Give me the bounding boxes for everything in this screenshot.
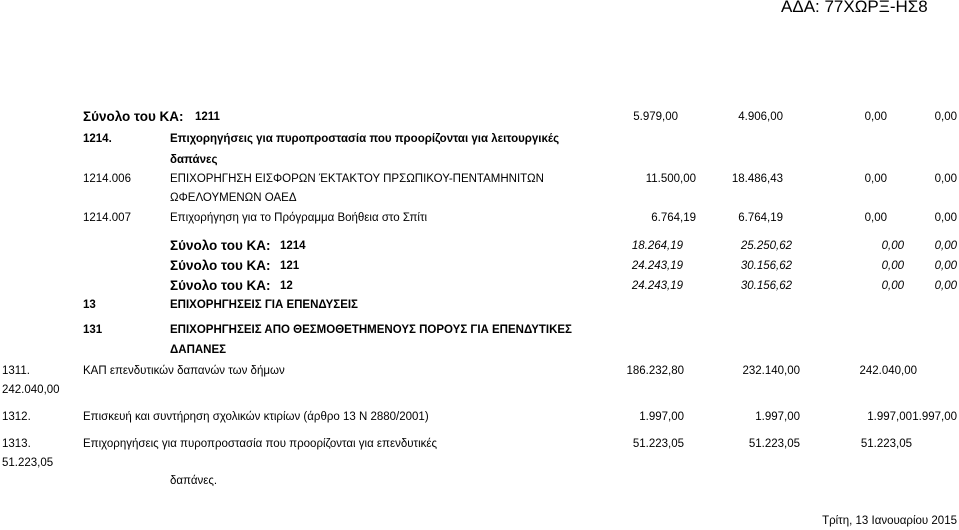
- value-1: 24.243,19: [631, 260, 683, 272]
- value-2: 18.486,43: [731, 173, 783, 185]
- sum-label: Σύνολο του ΚΑ:: [170, 278, 271, 293]
- sum-code: 12: [280, 280, 293, 292]
- value-3: 242.040,00: [859, 365, 917, 377]
- value-2: 1.997,00: [755, 411, 800, 423]
- sum-label: Σύνολο του ΚΑ:: [83, 109, 184, 124]
- row-desc-line2: δαπάνες.: [170, 475, 218, 487]
- row-code: 1214.006: [83, 173, 131, 185]
- group-code: 131: [83, 324, 103, 336]
- value-2: 232.140,00: [742, 365, 800, 377]
- row-desc: Επισκευή και συντήρηση σχολικών κτιρίων (άρθρο 13 Ν 2880/2001): [83, 411, 429, 423]
- row-desc-line2: δαπάνες: [170, 154, 218, 166]
- value-1: 18.264,19: [631, 240, 683, 252]
- ada-header: ΑΔΑ: 77ΧΩΡΞ-ΗΣ8: [781, 0, 928, 16]
- value-2: 30.156,62: [740, 260, 792, 272]
- value-4: 242.040,00: [2, 384, 60, 396]
- value-1: 186.232,80: [626, 365, 684, 377]
- sum-code: 1214: [280, 240, 306, 252]
- value-4: 0,00: [934, 111, 957, 123]
- row-desc-line1: ΕΠΙΧΟΡΗΓΗΣΗ ΕΙΣΦΟΡΩΝ ΈΚΤΑΚΤΟΥ ΠΡΣΩΠΙΚΟΥ-ΠΕΝΤΑΜΗΝΙΤΩΝ: [170, 173, 544, 185]
- value-3: 0,00: [864, 173, 887, 185]
- value-4: 0,00: [934, 173, 957, 185]
- value-2: 4.906,00: [738, 111, 783, 123]
- value-1: 24.243,19: [631, 280, 683, 292]
- value-3: 0,00: [881, 280, 904, 292]
- value-4: 51.223,05: [2, 457, 54, 469]
- value-4: 1.997,00: [912, 411, 957, 423]
- value-2: 30.156,62: [740, 280, 792, 292]
- value-4: 0,00: [934, 212, 957, 224]
- value-4: 0,00: [934, 280, 957, 292]
- row-code: 1214.: [83, 133, 112, 145]
- value-2: 51.223,05: [748, 438, 800, 450]
- row-code: 1312.: [2, 411, 31, 423]
- value-4: 0,00: [934, 260, 957, 272]
- group-code: 13: [83, 299, 96, 311]
- value-1: 1.997,00: [639, 411, 684, 423]
- value-2: 25.250,62: [740, 240, 792, 252]
- row-desc: ΚΑΠ επενδυτικών δαπανών των δήμων: [83, 365, 285, 377]
- sum-code: 1211: [195, 111, 220, 123]
- row-code: 1311.: [2, 365, 30, 377]
- row-desc-line2: ΩΦΕΛΟΥΜΕΝΩΝ ΟΑΕΔ: [170, 192, 297, 204]
- value-3: 1.997,00: [867, 411, 912, 423]
- row-code: 1313.: [2, 438, 31, 450]
- value-3: 0,00: [881, 240, 904, 252]
- footer-date: Τρίτη, 13 Ιανουαρίου 2015: [822, 515, 957, 527]
- value-2: 6.764,19: [738, 212, 783, 224]
- sum-code: 121: [280, 260, 300, 272]
- value-3: 0,00: [864, 212, 887, 224]
- value-3: 51.223,05: [860, 438, 912, 450]
- group-desc-line1: ΕΠΙΧΟΡΗΓΗΣΕΙΣ ΑΠΟ ΘΕΣΜΟΘΕΤΗΜΕΝΟΥΣ ΠΟΡΟΥΣ ΓΙΑ ΕΠΕΝΔΥΤΙΚΕΣ: [170, 324, 572, 336]
- group-desc: ΕΠΙΧΟΡΗΓΗΣΕΙΣ ΓΙΑ ΕΠΕΝΔΥΣΕΙΣ: [170, 299, 358, 311]
- value-1: 6.764,19: [651, 212, 696, 224]
- value-1: 11.500,00: [645, 173, 696, 185]
- value-1: 5.979,00: [633, 111, 678, 123]
- group-desc-line2: ΔΑΠΑΝΕΣ: [170, 344, 227, 356]
- value-1: 51.223,05: [632, 438, 684, 450]
- value-3: 0,00: [864, 111, 887, 123]
- row-desc: Επιχορήγηση για το Πρόγραμμα Βοήθεια στο Σπίτι: [170, 212, 428, 224]
- sum-label: Σύνολο του ΚΑ:: [170, 258, 271, 273]
- row-desc-line1: Επιχορηγήσεις για πυροπροστασία που προορίζονται για λειτουργικές: [170, 133, 560, 145]
- row-code: 1214.007: [83, 212, 131, 224]
- value-3: 0,00: [881, 260, 904, 272]
- sum-label: Σύνολο του ΚΑ:: [170, 238, 271, 253]
- value-4: 0,00: [934, 240, 957, 252]
- row-desc-line1: Επιχορηγήσεις για πυροπροστασία που προορίζονται για επενδυτικές: [83, 438, 438, 450]
